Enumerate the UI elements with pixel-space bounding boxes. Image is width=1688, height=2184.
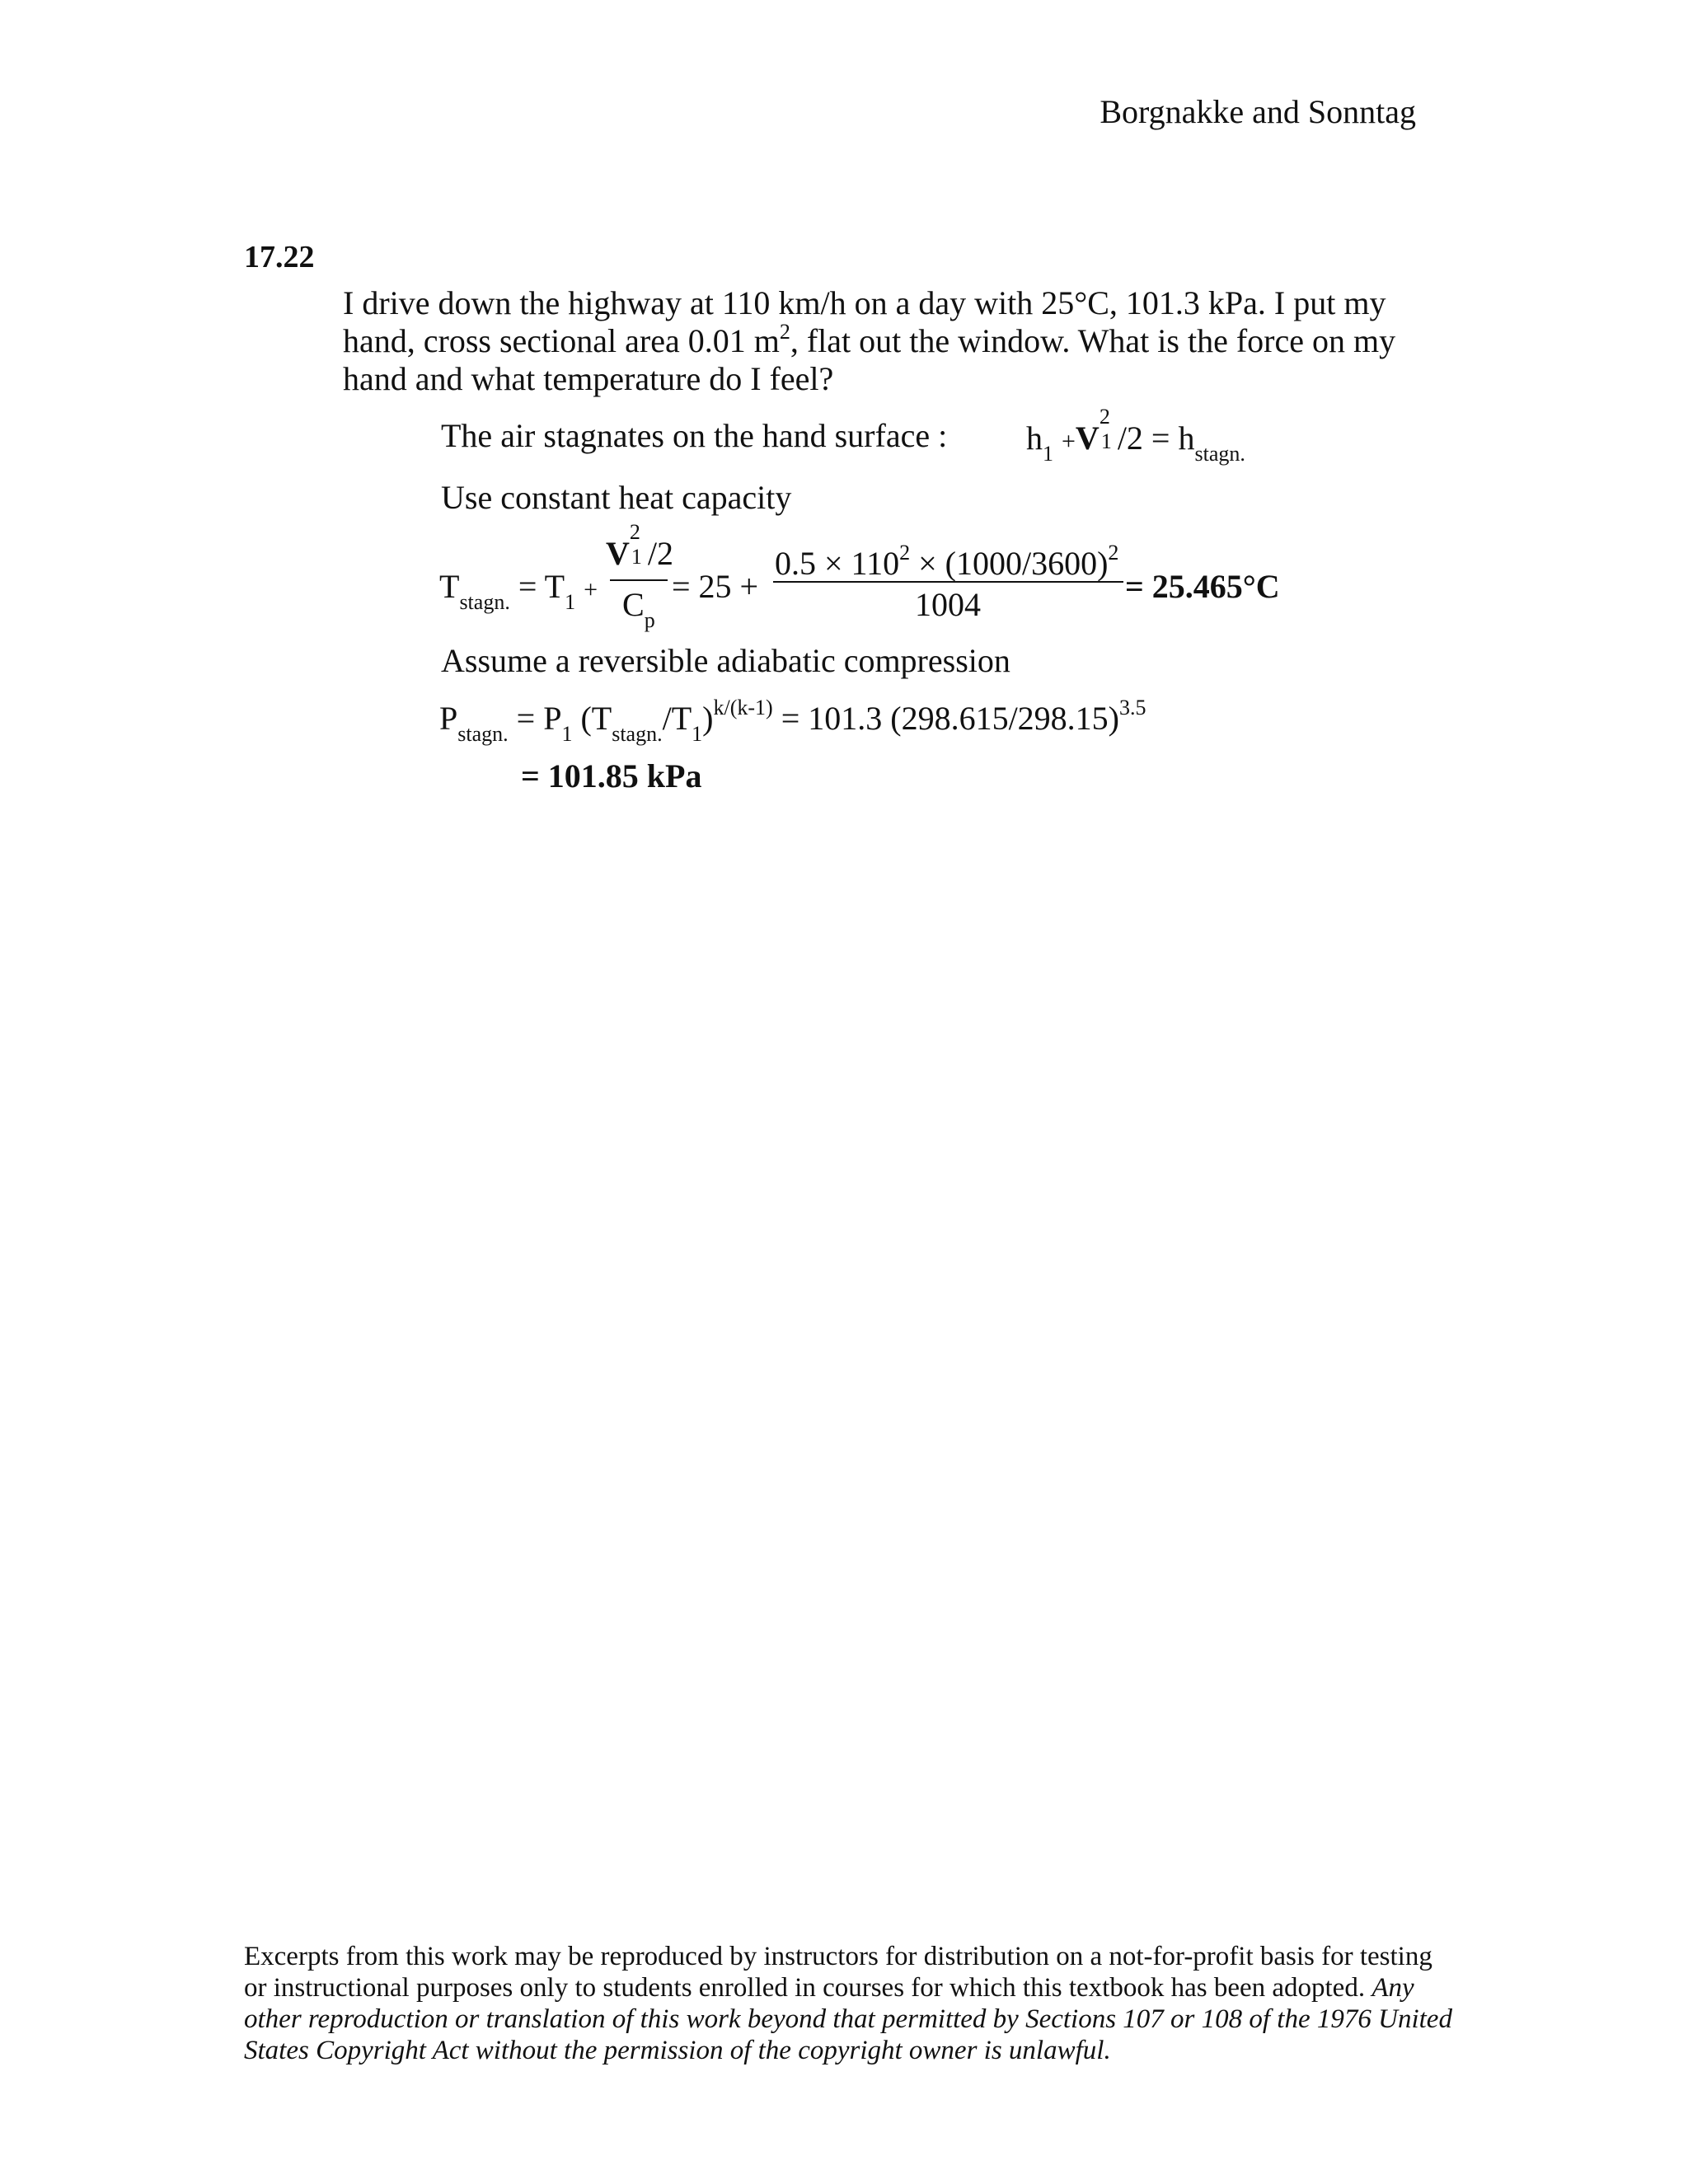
press-stagn: stagn.	[457, 722, 509, 746]
press-exp2: 3.5	[1119, 696, 1146, 719]
frac2-a: 0.5 × 110	[775, 545, 900, 582]
temp-frac2-line	[773, 581, 1123, 583]
eq-sup: 2	[1099, 405, 1110, 429]
problem-number: 17.22	[244, 240, 315, 274]
press-stagn2: stagn.	[612, 722, 663, 746]
problem-text-1: I drive down the highway at 110 km/h on a day with 25°C, 101.3 kPa. I put my hand, cross sectional area 0.01 m	[343, 284, 1386, 359]
temp-sub1: 1	[565, 590, 576, 614]
press-sub1: 1	[561, 722, 573, 746]
pressure-result: = 101.85 kPa	[521, 757, 702, 794]
temp-frac-num	[606, 520, 674, 573]
temp-eq-lhs	[439, 567, 598, 614]
heat-capacity-statement: Use constant heat capacity	[441, 479, 792, 516]
stagnation-statement: The air stagnates on the hand surface :	[441, 417, 948, 454]
copyright-footer	[244, 1941, 1456, 2066]
eq-velocity: V	[1075, 419, 1100, 457]
frac2-sup2: 2	[1108, 541, 1119, 565]
eq-plus: +	[1062, 428, 1076, 455]
frac-stack	[629, 520, 648, 569]
eq-stack	[1099, 405, 1118, 453]
temp-frac-line	[610, 579, 668, 581]
energy-equation	[1026, 405, 1245, 466]
press-sub1b: 1	[692, 722, 703, 746]
problem-statement	[343, 284, 1439, 398]
temp-eqT1: = T	[518, 568, 565, 605]
frac-rest: /2	[647, 535, 674, 572]
temp-frac2-den: 1004	[915, 586, 981, 623]
frac-sup: 2	[629, 520, 640, 544]
temp-frac2-num	[775, 541, 1119, 583]
temp-eq-25: = 25 +	[672, 568, 759, 605]
press-eqP1: = P	[516, 700, 562, 737]
adiabatic-statement: Assume a reversible adiabatic compression	[441, 642, 1010, 679]
temp-frac-den	[622, 585, 655, 632]
press-exp: k/(k-1)	[713, 696, 773, 719]
eq-h: h	[1026, 419, 1043, 457]
press-slash: /T	[662, 700, 692, 737]
frac-cp: C	[622, 586, 645, 623]
frac-p: p	[644, 608, 655, 632]
area-exponent: 2	[779, 320, 790, 344]
eq-sub: 1	[1043, 442, 1053, 466]
eq-sub: 1	[1100, 429, 1112, 453]
problem-text-2: , flat out the window. What is the force on my hand and what temperature do I feel?	[343, 322, 1396, 397]
page-header-authors: Borgnakke and Sonntag	[1100, 93, 1416, 130]
eq-rest: /2 = h	[1117, 419, 1195, 457]
temp-result: = 25.465°C	[1125, 568, 1280, 605]
press-open: (T	[580, 700, 612, 737]
temp-T: T	[439, 568, 460, 605]
temp-stagn: stagn.	[459, 590, 510, 614]
frac2-b: × (1000/3600)	[910, 545, 1109, 582]
press-close: )	[702, 700, 714, 737]
pressure-equation	[439, 696, 1146, 746]
frac2-sup: 2	[899, 541, 911, 565]
footer-italic: Any other reproduction or translation of this work beyond that permitted by Sections 107 or 108 of the 1976 United States Copyright Act without the permission of the copyright owner is unlawful.	[244, 1973, 1452, 2065]
temp-plus: +	[584, 576, 598, 603]
frac-sub: 1	[631, 545, 642, 569]
eq-stagn: stagn.	[1194, 442, 1245, 466]
frac-velocity: V	[606, 535, 630, 572]
press-numeric: = 101.3 (298.615/298.15)	[781, 700, 1119, 737]
press-P: P	[439, 700, 458, 737]
footer-normal: Excerpts from this work may be reproduced by instructors for distribution on a not-for-profit basis for testing or instructional purposes only to students enrolled in courses for which this textbook has been adopted.	[244, 1942, 1432, 2003]
